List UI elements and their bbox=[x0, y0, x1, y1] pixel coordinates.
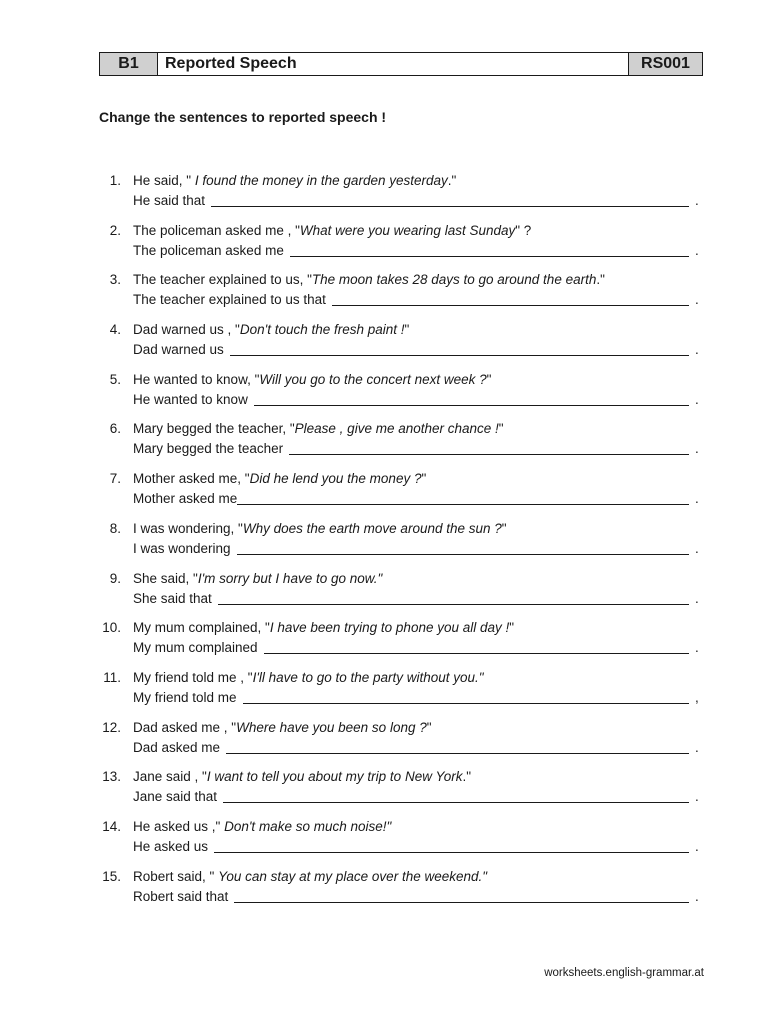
item-number: 13. bbox=[102, 769, 121, 785]
item-number: 8. bbox=[109, 520, 121, 536]
exercise-item bbox=[99, 767, 703, 817]
answer-blank[interactable] bbox=[234, 888, 689, 903]
sentence-intro: Mother asked me, " bbox=[133, 471, 250, 487]
reported-speech-line bbox=[133, 191, 703, 211]
exercise-item bbox=[99, 370, 703, 420]
quoted-speech: You can stay at my place over the weekend." bbox=[218, 868, 488, 884]
reported-lead-in: Robert said that bbox=[133, 888, 229, 904]
direct-speech-sentence bbox=[133, 618, 514, 638]
direct-speech-sentence bbox=[133, 817, 391, 837]
quoted-speech: I'll have to go to the party without you." bbox=[252, 669, 484, 685]
direct-speech-sentence bbox=[133, 270, 605, 290]
reported-lead-in: I was wondering bbox=[133, 540, 231, 556]
level-badge: B1 bbox=[100, 53, 158, 75]
reported-lead-in: He said that bbox=[133, 193, 206, 208]
quoted-speech: I'm sorry but I have to go now." bbox=[197, 570, 383, 586]
sentence-closing: " bbox=[486, 371, 492, 387]
reported-speech-line bbox=[133, 290, 703, 310]
end-punctuation: . bbox=[695, 491, 699, 507]
quoted-speech: Don't touch the fresh paint ! bbox=[239, 322, 405, 338]
sentence-intro: Robert said, " bbox=[133, 868, 219, 884]
sentence-closing: " ? bbox=[515, 222, 532, 238]
end-punctuation: . bbox=[695, 888, 699, 904]
reported-speech-line bbox=[133, 340, 703, 360]
direct-speech-sentence bbox=[133, 469, 426, 489]
answer-blank[interactable] bbox=[237, 490, 689, 505]
reported-lead-in: Jane said that bbox=[133, 789, 218, 805]
exercise-item bbox=[99, 817, 703, 867]
sentence-intro: He asked us ," bbox=[133, 818, 225, 834]
reported-speech-line bbox=[133, 589, 703, 609]
item-number: 15. bbox=[102, 868, 121, 884]
reported-lead-in: My friend told me bbox=[133, 689, 237, 705]
reported-lead-in: He wanted to know bbox=[133, 391, 248, 407]
sentence-closing: " bbox=[426, 719, 432, 735]
direct-speech-sentence bbox=[133, 370, 491, 390]
item-number: 10. bbox=[102, 620, 121, 636]
reported-speech-line bbox=[133, 738, 703, 758]
reported-speech-line bbox=[133, 241, 703, 261]
reported-speech-line bbox=[133, 539, 703, 559]
exercise-item bbox=[99, 270, 703, 320]
end-punctuation: . bbox=[695, 590, 699, 606]
answer-blank[interactable] bbox=[214, 838, 689, 853]
reported-lead-in: Dad asked me bbox=[133, 739, 221, 755]
end-punctuation: . bbox=[695, 838, 699, 854]
reported-lead-in: He asked us bbox=[133, 838, 209, 854]
reported-lead-in: My mum complained bbox=[133, 640, 258, 656]
end-punctuation: . bbox=[695, 640, 699, 656]
item-number: 7. bbox=[109, 471, 121, 487]
quoted-speech: Please , give me another chance ! bbox=[294, 421, 499, 437]
reported-lead-in: Mary begged the teacher bbox=[133, 441, 284, 457]
direct-speech-sentence bbox=[133, 320, 409, 340]
reported-speech-line bbox=[133, 638, 703, 658]
reported-speech-line bbox=[133, 837, 703, 857]
exercise-item bbox=[99, 618, 703, 668]
worksheet-header bbox=[99, 52, 703, 76]
sentence-intro: He wanted to know, " bbox=[133, 371, 260, 387]
end-punctuation: . bbox=[695, 292, 699, 308]
quoted-speech: I found the money in the garden yesterday bbox=[194, 173, 448, 188]
sentence-closing: ." bbox=[596, 272, 605, 288]
answer-blank[interactable] bbox=[332, 291, 689, 306]
answer-blank[interactable] bbox=[254, 391, 689, 406]
reported-lead-in: The policeman asked me bbox=[133, 242, 284, 258]
sentence-closing: ." bbox=[462, 769, 472, 785]
sentence-closing: " bbox=[501, 520, 507, 536]
reported-lead-in: Dad warned us bbox=[133, 342, 224, 358]
sentence-closing: " bbox=[404, 322, 410, 338]
exercise-item bbox=[99, 221, 703, 271]
item-number: 12. bbox=[102, 719, 121, 735]
end-punctuation: . bbox=[695, 789, 699, 805]
sentence-intro: The teacher explained to us, " bbox=[133, 272, 312, 288]
quoted-speech: The moon takes 28 days to go around the earth bbox=[311, 272, 597, 288]
sentence-closing: ." bbox=[447, 173, 457, 188]
answer-blank[interactable] bbox=[230, 341, 689, 356]
answer-blank[interactable] bbox=[226, 739, 689, 754]
reported-speech-line bbox=[133, 489, 703, 509]
sentence-intro: Dad warned us , " bbox=[133, 322, 240, 338]
reported-lead-in: Mother asked me bbox=[133, 491, 238, 507]
direct-speech-sentence bbox=[133, 171, 456, 191]
end-punctuation: . bbox=[695, 540, 699, 556]
sentence-intro: My friend told me , " bbox=[133, 669, 253, 685]
direct-speech-sentence bbox=[133, 419, 504, 439]
quoted-speech: I have been trying to phone you all day ! bbox=[269, 620, 510, 636]
direct-speech-sentence bbox=[133, 767, 471, 787]
answer-blank[interactable] bbox=[243, 689, 689, 704]
direct-speech-sentence bbox=[133, 221, 531, 241]
sentence-intro: Dad asked me , " bbox=[133, 719, 237, 735]
answer-blank[interactable] bbox=[218, 590, 689, 605]
item-number: 14. bbox=[102, 818, 121, 834]
reported-speech-line bbox=[133, 439, 703, 459]
reported-lead-in: She said that bbox=[133, 590, 212, 606]
answer-blank[interactable] bbox=[289, 440, 689, 455]
answer-blank[interactable] bbox=[223, 788, 689, 803]
reported-lead-in: The teacher explained to us that bbox=[133, 292, 326, 308]
answer-blank[interactable] bbox=[211, 192, 689, 207]
reported-speech-line bbox=[133, 390, 703, 410]
exercise-item bbox=[99, 867, 703, 917]
direct-speech-sentence bbox=[133, 668, 484, 688]
sentence-closing: " bbox=[421, 471, 427, 487]
direct-speech-sentence bbox=[133, 569, 382, 589]
reported-speech-line bbox=[133, 887, 703, 907]
exercise-list bbox=[99, 171, 703, 916]
instruction-text: Change the sentences to reported speech ! bbox=[99, 109, 387, 125]
answer-blank[interactable] bbox=[237, 540, 689, 555]
answer-blank[interactable] bbox=[290, 242, 689, 257]
direct-speech-sentence bbox=[133, 867, 487, 887]
item-number: 2. bbox=[109, 222, 121, 238]
item-number: 9. bbox=[109, 570, 121, 586]
exercise-item bbox=[99, 171, 703, 221]
sentence-closing: " bbox=[498, 421, 504, 437]
worksheet-title: Reported Speech bbox=[165, 55, 297, 72]
footer-source: worksheets.english-grammar.at bbox=[544, 967, 704, 979]
direct-speech-sentence bbox=[133, 718, 432, 738]
worksheet-code: RS001 bbox=[628, 53, 702, 75]
end-punctuation: . bbox=[695, 242, 699, 258]
sentence-intro: My mum complained, " bbox=[133, 620, 270, 636]
exercise-item bbox=[99, 569, 703, 619]
reported-speech-line bbox=[133, 787, 703, 807]
sentence-closing: " bbox=[509, 620, 515, 636]
end-punctuation: . bbox=[695, 342, 699, 358]
item-number: 3. bbox=[109, 272, 121, 288]
quoted-speech: Did he lend you the money ? bbox=[249, 471, 422, 487]
quoted-speech: Where have you been so long ? bbox=[236, 719, 427, 735]
quoted-speech: Why does the earth move around the sun ? bbox=[242, 520, 502, 536]
item-number: 5. bbox=[109, 371, 121, 387]
end-punctuation: . bbox=[695, 391, 699, 407]
end-punctuation: , bbox=[695, 689, 699, 705]
sentence-intro: Mary begged the teacher, " bbox=[133, 421, 295, 437]
end-punctuation: . bbox=[695, 193, 699, 208]
direct-speech-sentence bbox=[133, 519, 507, 539]
quoted-speech: I want to tell you about my trip to New York bbox=[206, 769, 463, 785]
exercise-item bbox=[99, 469, 703, 519]
exercise-item bbox=[99, 519, 703, 569]
sentence-intro: She said, " bbox=[133, 570, 198, 586]
answer-blank[interactable] bbox=[264, 639, 689, 654]
item-number: 11. bbox=[103, 669, 121, 685]
exercise-item bbox=[99, 668, 703, 718]
end-punctuation: . bbox=[695, 441, 699, 457]
item-number: 4. bbox=[109, 322, 121, 338]
sentence-intro: I was wondering, " bbox=[133, 520, 243, 536]
quoted-speech: Will you go to the concert next week ? bbox=[259, 371, 487, 387]
exercise-item bbox=[99, 320, 703, 370]
exercise-item bbox=[99, 718, 703, 768]
sentence-intro: He said, " bbox=[133, 173, 195, 188]
exercise-item bbox=[99, 419, 703, 469]
item-number: 6. bbox=[109, 421, 121, 437]
reported-speech-line bbox=[133, 688, 703, 708]
quoted-speech: Don't make so much noise!" bbox=[224, 818, 392, 834]
sentence-intro: Jane said , " bbox=[133, 769, 207, 785]
item-number: 1. bbox=[109, 173, 121, 188]
quoted-speech: What were you wearing last Sunday bbox=[299, 222, 516, 238]
sentence-intro: The policeman asked me , " bbox=[133, 222, 300, 238]
end-punctuation: . bbox=[695, 739, 699, 755]
